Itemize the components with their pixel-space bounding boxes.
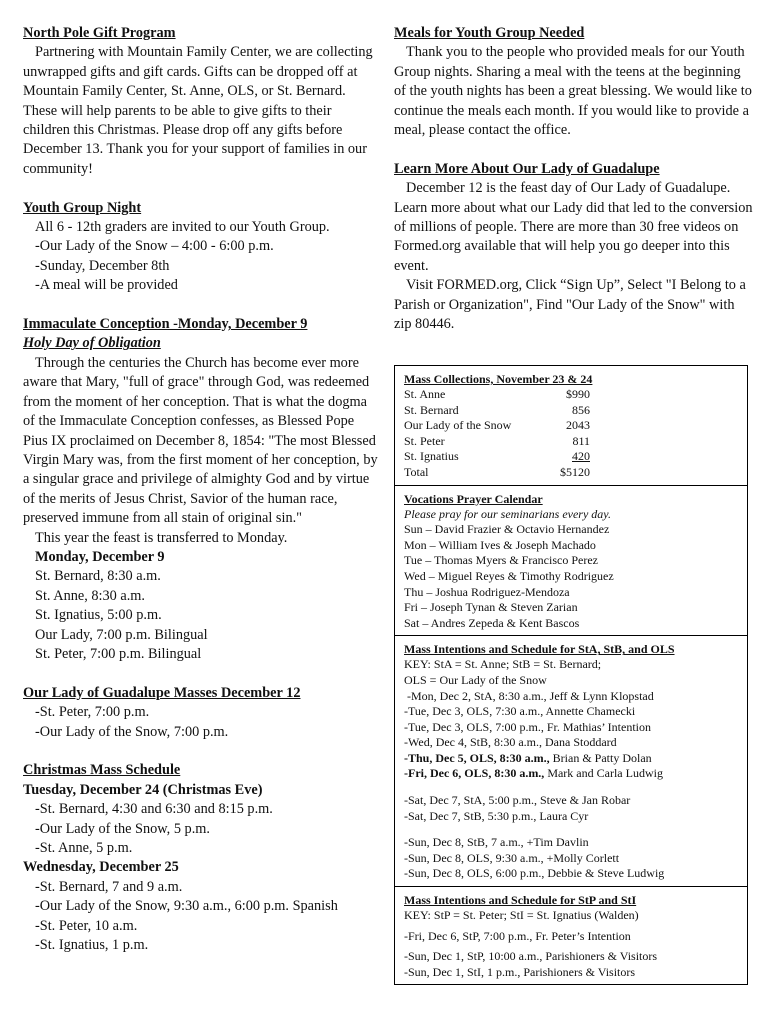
immaculate-title: Immaculate Conception -Monday, December 9 — [23, 316, 308, 333]
intentions-a-key: OLS = Our Lady of the Snow — [404, 672, 547, 687]
intention-line: -Sun, Dec 1, StP, 10:00 a.m., Parishioners & Visitors — [404, 949, 658, 964]
immaculate-mass: St. Bernard, 8:30 a.m. — [35, 568, 161, 585]
intention-line-name: Mark and Carla Ludwig — [544, 766, 663, 781]
vocations-line: Tue – Thomas Myers & Francisco Perez — [404, 553, 598, 568]
north-pole-body: Partnering with Mountain Family Center, we are collecting unwrapped gifts and gift cards. Gifts can be dropped off at Mountain Family Center, St. Anne, OLS, or St. Bernard. These will help parents to be able to give gifts to their children this Christmas. Please drop off any gifts before December 13. Thank you for your support of families in our community! — [23, 44, 373, 177]
collection-name: St. Bernard — [404, 402, 459, 417]
collection-row — [404, 434, 590, 450]
christmas-day-line: -St. Ignatius, 1 p.m. — [35, 937, 149, 954]
vocations-title: Vocations Prayer Calendar — [404, 491, 543, 506]
intention-line-name: Brian & Patty Dolan — [549, 750, 652, 765]
intentions-a-key: KEY: StA = St. Anne; StB = St. Bernard; — [404, 657, 602, 672]
youth-group-line: -Sunday, December 8th — [35, 257, 170, 274]
immaculate-subtitle: Holy Day of Obligation — [23, 335, 161, 352]
christmas-title: Christmas Mass Schedule — [23, 762, 181, 779]
intention-line: -Sat, Dec 7, StB, 5:30 p.m., Laura Cyr — [404, 808, 589, 823]
learn-guadalupe-section — [394, 160, 754, 335]
christmas-day-heading: Wednesday, December 25 — [23, 859, 179, 876]
youth-group-line: All 6 - 12th graders are invited to our Youth Group. — [35, 219, 330, 236]
vocations-line: Wed – Miguel Reyes & Timothy Rodriguez — [404, 568, 614, 583]
collections-title: Mass Collections, November 23 & 24 — [404, 372, 593, 386]
intention-line: -Wed, Dec 4, StB, 8:30 a.m., Dana Stoddard — [404, 735, 617, 750]
christmas-eve-line: -Our Lady of the Snow, 5 p.m. — [35, 820, 210, 837]
guadalupe-masses-section — [23, 684, 380, 742]
youth-group-line: -Our Lady of the Snow – 4:00 - 6:00 p.m. — [35, 238, 274, 255]
vocations-intro: Please pray for our seminarians every day. — [404, 506, 611, 521]
collection-total-row — [404, 465, 590, 481]
intentions-b-key: KEY: StP = St. Peter; StI = St. Ignatius (Walden) — [404, 908, 639, 923]
youth-group-line: -A meal will be provided — [35, 277, 178, 294]
christmas-schedule-section — [23, 761, 380, 955]
immaculate-day: Monday, December 9 — [35, 548, 165, 565]
intention-line: -Mon, Dec 2, StA, 8:30 a.m., Jeff & Lynn Klopstad — [404, 688, 654, 703]
youth-group-section — [23, 199, 380, 296]
collection-row — [404, 449, 590, 465]
intentions-b-box — [395, 887, 747, 984]
intention-line: -Sat, Dec 7, StA, 5:00 p.m., Steve & Jan Robar — [404, 793, 631, 808]
immaculate-conception-section — [23, 315, 380, 664]
intention-line: -Fri, Dec 6, StP, 7:00 p.m., Fr. Peter’s Intention — [404, 928, 631, 943]
intentions-a-title: Mass Intentions and Schedule for StA, StB, and OLS — [404, 642, 675, 657]
vocations-line: Fri – Joseph Tynan & Steven Zarian — [404, 600, 578, 615]
meals-title: Meals for Youth Group Needed — [394, 25, 585, 41]
intentions-a-box — [395, 636, 747, 887]
immaculate-mass: St. Ignatius, 5:00 p.m. — [35, 607, 162, 624]
vocations-line: Mon – William Ives & Joseph Machado — [404, 537, 596, 552]
immaculate-body: Through the centuries the Church has become ever more aware that Mary, "full of grace" through God, was redeemed from the moment of her conception. That is what the dogma of the Immaculate Conception confesses, as Blessed Pope Pius IX proclaimed on December 8, 1854: "The most Blessed Virgin Mary was, from the first moment of her conception, by a singular grace and privilege of almighty God and by virtue of the merits of Jesus Christ, Savior of the human race, preserved immune from all stain of original sin." — [23, 354, 378, 527]
collection-name: St. Ignatius — [404, 449, 459, 464]
youth-group-title: Youth Group Night — [23, 199, 142, 216]
guadalupe-masses-title: Our Lady of Guadalupe Masses December 12 — [23, 684, 301, 701]
intention-line: -Tue, Dec 3, OLS, 7:00 p.m., Fr. Mathias’ Intention — [404, 719, 651, 734]
intention-line: -Sun, Dec 8, OLS, 9:30 a.m., +Molly Corlett — [404, 850, 620, 865]
immaculate-mass: St. Anne, 8:30 a.m. — [35, 587, 146, 604]
immaculate-note: This year the feast is transferred to Monday. — [35, 529, 288, 546]
collection-row — [404, 403, 590, 419]
immaculate-mass: Our Lady, 7:00 p.m. Bilingual — [35, 626, 208, 643]
north-pole-title: North Pole Gift Program — [23, 25, 176, 41]
vocations-line: Sun – David Frazier & Octavio Hernandez — [404, 522, 610, 537]
learn-guadalupe-title: Learn More About Our Lady of Guadalupe — [394, 160, 660, 177]
intention-line: -Sun, Dec 1, StI, 1 p.m., Parishioners & Visitors — [404, 964, 636, 979]
intentions-b-title: Mass Intentions and Schedule for StP and StI — [404, 893, 637, 908]
collection-amount: $990 — [566, 387, 590, 401]
immaculate-mass: St. Peter, 7:00 p.m. Bilingual — [35, 645, 202, 662]
christmas-day-line: -St. Bernard, 7 and 9 a.m. — [35, 878, 183, 895]
right-column — [394, 24, 754, 334]
learn-guadalupe-instructions: Visit FORMED.org, Click “Sign Up”, Select "I Belong to a Parish or Organization", Find "Our Lady of the Snow" with zip 80446. — [394, 277, 746, 333]
collection-amount: 420 — [572, 449, 590, 464]
christmas-day-line: -St. Peter, 10 a.m. — [35, 917, 138, 934]
intention-line: -Tue, Dec 3, OLS, 7:30 a.m., Annette Chamecki — [404, 704, 636, 719]
left-column — [23, 24, 380, 955]
collection-amount: 856 — [572, 402, 590, 417]
collection-name: St. Peter — [404, 433, 445, 448]
christmas-eve-heading: Tuesday, December 24 (Christmas Eve) — [23, 781, 263, 798]
intention-line-date: -Thu, Dec 5, OLS, 8:30 a.m., — [404, 750, 550, 765]
collection-row — [404, 418, 590, 434]
intention-line-date: -Fri, Dec 6, OLS, 8:30 a.m., — [404, 766, 545, 781]
collection-amount: $5120 — [560, 464, 590, 479]
intention-line — [404, 766, 737, 782]
guadalupe-mass-line: -Our Lady of the Snow, 7:00 p.m. — [35, 723, 229, 740]
info-boxes — [394, 365, 748, 985]
guadalupe-mass-line: -St. Peter, 7:00 p.m. — [35, 704, 150, 721]
christmas-day-line: -Our Lady of the Snow, 9:30 a.m., 6:00 p.m. Spanish — [35, 898, 338, 915]
collection-name: St. Anne — [404, 387, 446, 401]
meals-section — [394, 24, 754, 140]
collections-box — [395, 366, 747, 486]
christmas-eve-line: -St. Bernard, 4:30 and 6:30 and 8:15 p.m. — [35, 801, 273, 818]
christmas-eve-line: -St. Anne, 5 p.m. — [35, 840, 133, 856]
vocations-box — [395, 486, 747, 637]
collection-row — [404, 387, 590, 403]
collection-name: Total — [404, 464, 429, 479]
collection-amount: 2043 — [566, 418, 590, 433]
intention-line: -Sun, Dec 8, StB, 7 a.m., +Tim Davlin — [404, 835, 589, 850]
intention-line: -Sun, Dec 8, OLS, 6:00 p.m., Debbie & Steve Ludwig — [404, 866, 665, 881]
collection-name: Our Lady of the Snow — [404, 418, 512, 433]
intention-line — [404, 751, 737, 767]
collection-amount: 811 — [572, 433, 590, 448]
meals-body: Thank you to the people who provided meals for our Youth Group nights. Sharing a meal with the teens at the beginning of the youth nights has been a great blessing. We would like to continue the meals each month. If you would like to provide a meal, please contact the office. — [394, 44, 752, 139]
north-pole-section — [23, 24, 380, 179]
learn-guadalupe-body: December 12 is the feast day of Our Lady of Guadalupe. Learn more about what our Lady did that led to the conversion of millions of people. There are more than 30 free videos on Formed.org available that will help you go deeper into this event. — [394, 180, 753, 274]
vocations-line: Thu – Joshua Rodriguez-Mendoza — [404, 584, 570, 599]
vocations-line: Sat – Andres Zepeda & Kent Bascos — [404, 615, 580, 630]
